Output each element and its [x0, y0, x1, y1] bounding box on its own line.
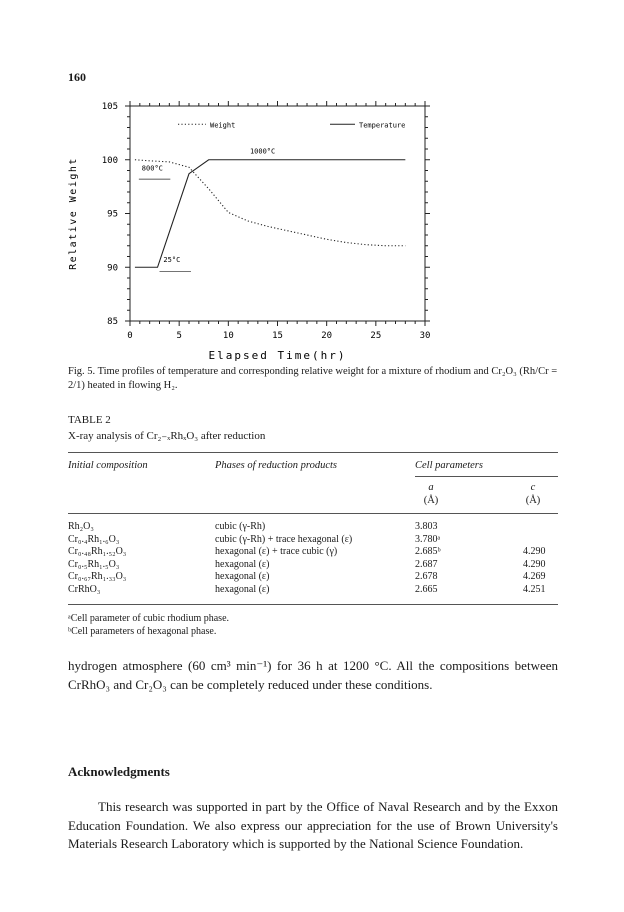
x-tick-label: 25 [370, 331, 382, 341]
plot-frame [130, 106, 425, 321]
phase-column [215, 521, 352, 597]
unit-a: (Å) [423, 495, 439, 506]
series-line-temperature [135, 160, 405, 268]
x-tick-label: 0 [127, 331, 133, 341]
composition-column [68, 521, 126, 597]
unit-c: (Å) [525, 495, 541, 506]
table-header-rule [68, 513, 558, 514]
table-cell-c: 4.251 [523, 583, 546, 595]
table-cell-c [523, 534, 546, 547]
cell-parameters-rule [415, 476, 558, 477]
table-cell-phase: cubic (γ-Rh) [215, 521, 266, 532]
y-tick-label: 85 [107, 317, 118, 327]
x-tick-label: 15 [272, 331, 283, 341]
table-bottom-rule [68, 604, 558, 605]
x-tick-label: 20 [321, 331, 333, 341]
annotation-25c: 25°C [163, 255, 181, 264]
table-cell-phase: hexagonal (ε) [215, 558, 270, 570]
y-tick-label: 90 [107, 263, 118, 274]
figure-caption: Fig. 5. Time profiles of temperature and corresponding relative weight for a mixture of rhodium and Cr₂O₃ (Rh/Cr = 2/1) heated in flowing H₂. [68, 366, 558, 391]
table-cell-phase: hexagonal (ε) [215, 571, 270, 583]
x-tick-label: 10 [222, 331, 234, 341]
table-cell-phase: hexagonal (ε) + trace cubic (γ) [215, 546, 338, 558]
table-cell-composition: Cr₀.₄₈Rh₁.₅₂O₃ [68, 546, 127, 558]
table-cell-composition: Rh₂O₃ [68, 521, 94, 532]
table-cell-composition: Cr₀.₅Rh₁.₅O₃ [68, 558, 120, 570]
annotation-800c: 800°C [141, 164, 163, 173]
a-column [415, 521, 441, 597]
y-tick-label: 100 [101, 155, 118, 166]
body-paragraph: hydrogen atmosphere (60 cm³ min⁻¹) for 36 h at 1200 °C. All the compositions between CrRhO₃ and Cr₂O₃ can be completely reduced under these conditions. [68, 658, 558, 692]
table-cell-composition: Cr₀.₄Rh₁.₆O₃ [68, 533, 120, 545]
y-axis-label: Relative Weight [68, 157, 79, 270]
acknowledgments-text: This research was supported in part by the Office of Naval Research and by the Exxon Education Foundation. We also express our appreciation for the use of Brown University's Materials Research Laboratory which is supported by the National Science Foundation. [68, 799, 558, 851]
table-cell-composition: Cr₀.₆₇Rh₁.₃₃O₃ [68, 571, 127, 583]
c-column [523, 521, 546, 597]
table-top-rule [68, 452, 558, 453]
legend-weight-label: Weight [210, 121, 236, 130]
footnote-b: ᵇCell parameters of hexagonal phase. [68, 626, 217, 637]
x-axis-label: Elapsed Time(hr) [208, 349, 347, 362]
y-tick-label: 95 [107, 209, 118, 220]
x-tick-label: 5 [176, 331, 182, 341]
table-cell-phase: cubic (γ-Rh) + trace hexagonal (ε) [215, 533, 353, 545]
table-subtitle: X-ray analysis of Cr₂₋ₓRhₓO₃ after reduction [68, 430, 266, 442]
header-c: c [530, 482, 536, 493]
x-tick-label: 30 [419, 331, 431, 341]
page-number: 160 [68, 70, 86, 84]
table-cell-a: 2.685ᵇ [415, 546, 441, 558]
footnote-a: ᵃCell parameter of cubic rhodium phase. [68, 613, 230, 624]
table-number: TABLE 2 [68, 414, 111, 426]
header-initial-composition: Initial composition [68, 460, 148, 471]
table-cell-c: 4.290 [523, 558, 546, 570]
table-title [68, 412, 265, 444]
figure-chart [0, 92, 624, 367]
table-cell-a: 2.665 [415, 583, 438, 595]
series-line-weight [135, 160, 405, 246]
table-cell-c: 4.269 [523, 571, 546, 583]
y-tick-label: 105 [101, 102, 118, 112]
acknowledgments-heading: Acknowledgments [68, 764, 170, 779]
table-cell-a: 3.803 [415, 521, 438, 532]
annotation-1000c: 1000°C [249, 147, 276, 156]
header-a: a [428, 482, 434, 493]
legend-temperature-label: Temperature [359, 121, 406, 130]
table-cell-a: 2.678 [415, 571, 438, 583]
table-cell-composition: CrRhO₃ [68, 583, 101, 595]
table-cell-a: 2.687 [415, 558, 438, 570]
table-cell-a: 3.780ᵃ [415, 533, 441, 545]
table-cell-phase: hexagonal (ε) [215, 583, 270, 595]
table-cell-c [523, 521, 546, 534]
table-cell-c: 4.290 [523, 546, 546, 558]
header-phases: Phases of reduction products [215, 460, 338, 471]
header-cell-parameters: Cell parameters [415, 460, 483, 471]
